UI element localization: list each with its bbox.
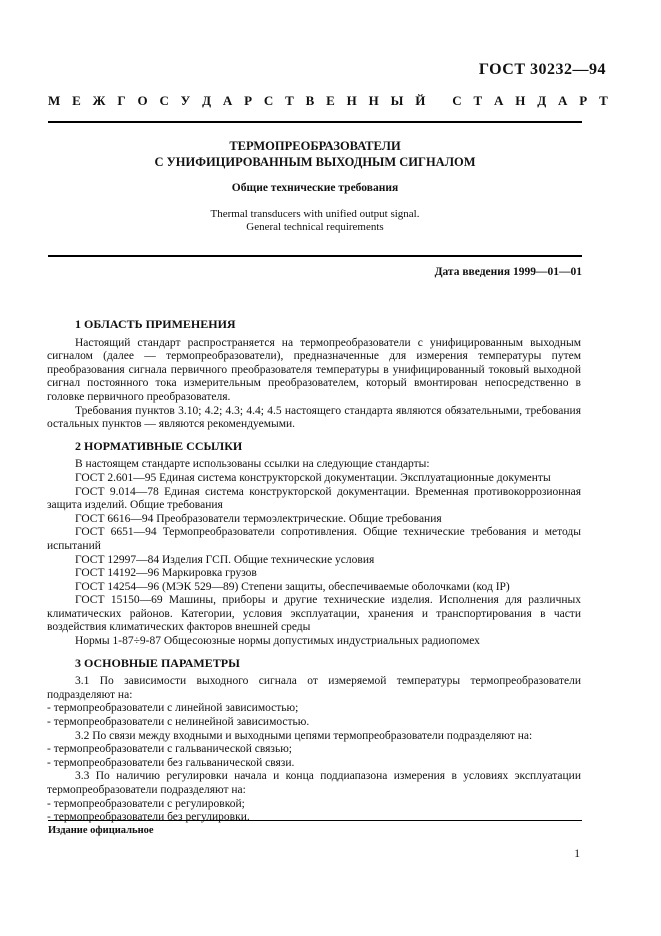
document-title (48, 138, 582, 170)
section-heading: 2 НОРМАТИВНЫЕ ССЫЛКИ (75, 438, 243, 453)
heading-letter: Т (285, 93, 294, 108)
heading-letter: С (452, 93, 462, 108)
heading-letter: А (558, 93, 568, 108)
heading-letter: Е (326, 93, 335, 108)
heading-letter: Е (72, 93, 81, 108)
title-line-2: С УНИФИЦИРОВАННЫМ ВЫХОДНЫМ СИГНАЛОМ (154, 155, 476, 169)
section-heading: 1 ОБЛАСТЬ ПРИМЕНЕНИЯ (75, 317, 236, 331)
english-title (48, 208, 582, 234)
heading-letter: Т (473, 93, 483, 108)
heading-letter: Н (346, 93, 357, 108)
list-item: - термопреобразователи с нелинейной зависимостью. (47, 716, 310, 729)
section-heading: 3 ОСНОВНЫЕ ПАРАМЕТРЫ (75, 655, 240, 670)
reference-item: ГОСТ 6616—94 Преобразователи термоэлектрические. Общие требования (75, 512, 442, 525)
reference-item: ГОСТ 14254—96 (МЭК 529—89) Степени защиты, обеспечиваемые оболочками (код IP) (75, 580, 510, 593)
document-number: ГОСТ 30232—94 (478, 61, 606, 78)
list-item: - термопреобразователи с гальванической связью; (47, 743, 292, 756)
heading-letter: Н (368, 93, 379, 108)
heading-letter: Г (117, 93, 126, 108)
reference-item: ГОСТ 6651—94 Термопреобразователи сопротивления. Общие технические требования и методы испытаний (47, 526, 581, 552)
official-edition-label: Издание официальное (48, 825, 154, 836)
title-line-1: ТЕРМОПРЕОБРАЗОВАТЕЛИ (229, 139, 401, 153)
clause-3-3: 3.3 По наличию регулировки начала и конца поддиапазона измерения в условиях эксплуатации термопреобразователи подразделяют на: (47, 770, 581, 796)
heading-letter: Н (515, 93, 526, 108)
heading-letter: В (305, 93, 315, 108)
reference-item: ГОСТ 12997—84 Изделия ГСП. Общие технические условия (75, 553, 375, 566)
document-subtitle: Общие технические требования (231, 182, 399, 194)
paragraph: Настоящий стандарт распространяется на термопреобразователи с унифицированным выходным сигналом (далее — термопреобразователи), предназначенные для измерения температуры путем преобразования сигнала первичного преобразователя температуры в унифицированный токовый выходной сигнал постоянного тока измерительным преобразователем, который вмонтирован непосредственно в головке первичного преобразователя. (47, 336, 581, 403)
title-divider (48, 255, 582, 257)
heading-letter: С (159, 93, 169, 108)
heading-letter: А (222, 93, 233, 108)
english-title-line-1: Thermal transducers with unified output signal. (210, 208, 420, 220)
english-title-line-2: General technical requirements (246, 221, 384, 233)
section-scope (47, 317, 581, 432)
heading-letter (437, 93, 440, 109)
heading-letter: У (180, 93, 191, 108)
reference-item: ГОСТ 2.601—95 Единая система конструкторской документации. Эксплуатационные документы (75, 471, 551, 484)
heading-letter: Д (537, 93, 547, 108)
section-main-parameters (47, 655, 581, 825)
paragraph: Требования пунктов 3.10; 4.2; 4.3; 4.4; 4.5 настоящего стандарта являются обязательными, требования остальных пунктов — являются рекомендуемыми. (47, 404, 581, 431)
heading-letter: А (494, 93, 504, 108)
section-normative-references (47, 438, 581, 649)
reference-item: ГОСТ 9.014—78 Единая система конструкторской документации. Временная противокоррозионная защита изделий. Общие требования (47, 485, 581, 512)
heading-letter: М (48, 93, 61, 108)
heading-letter: О (137, 93, 148, 108)
list-item: - термопреобразователи без гальванической связи. (47, 756, 295, 769)
page-number: 1 (574, 848, 580, 860)
clause-3-2: 3.2 По связи между входными и выходными цепями термопреобразователи подразделяют на: (75, 729, 533, 742)
heading-letter: Ж (92, 93, 106, 108)
top-divider (48, 121, 582, 123)
heading-letter: С (263, 93, 274, 108)
heading-letter: Й (415, 93, 426, 108)
heading-letter: Т (599, 93, 608, 108)
list-item: - термопреобразователи без регулировки. (47, 811, 250, 824)
clause-3-1: 3.1 По зависимости выходного сигнала от измеряемой температуры термопреобразователи подразделяют на: (47, 675, 581, 701)
reference-item: Нормы 1-87÷9-87 Общесоюзные нормы допустимых индустриальных радиопомех (75, 635, 480, 648)
list-item: - термопреобразователи с регулировкой; (47, 797, 245, 810)
heading-letter: Д (202, 93, 212, 108)
interstate-standard-heading (48, 93, 608, 109)
reference-item: ГОСТ 14192—96 Маркировка грузов (75, 567, 257, 580)
footer-divider (48, 820, 582, 821)
heading-letter: Р (579, 93, 588, 108)
introduction-date: Дата введения 1999—01—01 (434, 266, 582, 278)
heading-letter: Р (244, 93, 253, 108)
reference-item: ГОСТ 15150—69 Машины, приборы и другие технические изделия. Исполнения для различных климатических районов. Категории, условия эксплуатации, хранения и транспортирования в части воздействия климатических факторов внешней среды (47, 594, 581, 634)
list-item: - термопреобразователи с линейной зависимостью; (47, 702, 299, 715)
paragraph: В настоящем стандарте использованы ссылки на следующие стандарты: (75, 458, 430, 471)
heading-letter: Ы (390, 93, 404, 108)
document-body (47, 317, 581, 833)
